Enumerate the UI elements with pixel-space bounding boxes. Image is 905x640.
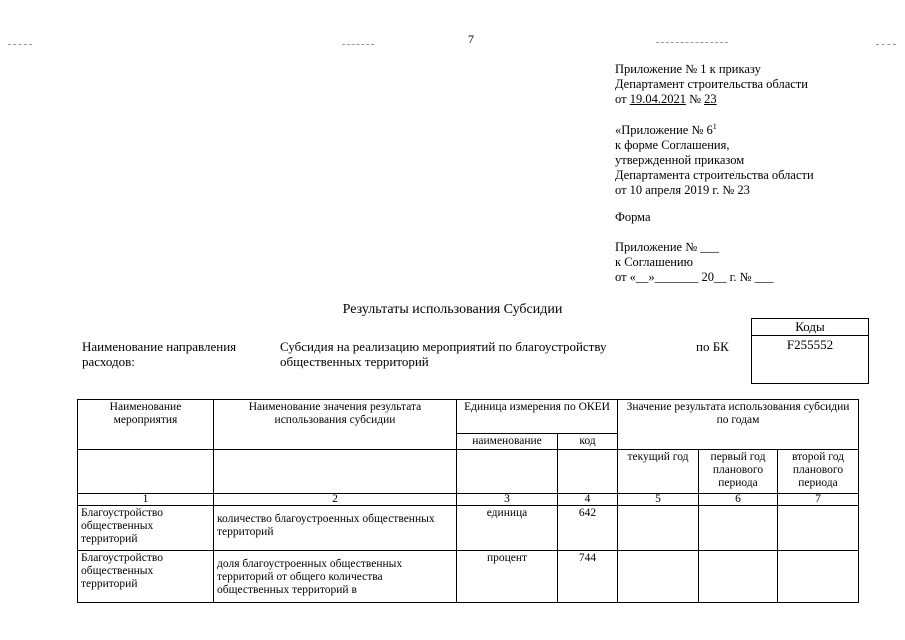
row-unit-name: процент <box>457 551 558 603</box>
appendix6-line-3: утвержденной приказом <box>615 153 745 168</box>
direction-label-line-1: Наименование направления <box>82 339 237 354</box>
page-number: 7 <box>468 32 474 46</box>
row-result-name: количество благоустроенных общественных территорий <box>214 506 457 551</box>
agreement-line-2: к Соглашению <box>615 255 693 269</box>
row-event: Благоустройство общественных территорий <box>78 551 214 603</box>
header-blank <box>78 450 214 494</box>
bk-label: по БК <box>696 339 729 354</box>
appendix-date: 19.04.2021 <box>629 92 686 106</box>
column-number: 5 <box>618 494 699 506</box>
row-second-plan-value <box>778 551 859 603</box>
header-current-year: текущий год <box>618 450 699 494</box>
row-event: Благоустройство общественных территорий <box>78 506 214 551</box>
column-number-row <box>78 494 859 506</box>
table-row <box>78 551 859 603</box>
appendix-line-2: Департамент строительства области <box>615 77 808 91</box>
header-blank <box>558 450 618 494</box>
codes-box <box>751 318 869 384</box>
appendix6-line-1 <box>615 119 814 138</box>
row-current-value <box>618 551 699 603</box>
agreement-line-3: от «__»_______ 20__ г. № ___ <box>615 270 774 284</box>
codes-value: F255552 <box>786 337 834 352</box>
agreement-line-1: Приложение № ___ <box>615 240 720 254</box>
column-number: 1 <box>78 494 214 506</box>
column-number: 7 <box>778 494 859 506</box>
appendix-number: 23 <box>704 92 717 106</box>
appendix6-title: «Приложение № 6 <box>615 123 713 138</box>
direction-value-line-2: общественных территорий <box>280 354 429 369</box>
header-value-by-year: Значение результата использования субсидии по годам <box>618 400 859 450</box>
header-unit: Единица измерения по ОКЕИ <box>457 400 618 434</box>
row-unit-name: единица <box>457 506 558 551</box>
header-first-plan-year: первый год планового периода <box>699 450 778 494</box>
direction-label <box>82 339 236 369</box>
appendix-6-block <box>615 119 814 198</box>
row-first-plan-value <box>699 506 778 551</box>
scan-mark <box>656 42 728 43</box>
agreement-block <box>615 240 773 285</box>
row-second-plan-value <box>778 506 859 551</box>
appendix-date-prefix: от <box>615 92 630 106</box>
scan-mark <box>876 44 896 45</box>
direction-value-line-1: Субсидия на реализацию мероприятий по благоустройству <box>280 339 607 354</box>
table-row <box>78 506 859 551</box>
appendix-order-block <box>615 62 808 107</box>
scan-mark <box>342 44 374 45</box>
direction-label-line-2: расходов: <box>82 354 135 369</box>
scan-mark <box>8 44 32 45</box>
appendix-number-prefix: № <box>685 92 705 106</box>
header-unit-code: код <box>558 434 618 450</box>
table-subheader-row-2 <box>78 450 859 494</box>
column-number: 2 <box>214 494 457 506</box>
appendix-line-3 <box>615 92 808 107</box>
appendix6-line-4: Департамента строительства области <box>615 168 814 183</box>
form-label: Форма <box>615 210 651 224</box>
appendix-line-1: Приложение № 1 к приказу <box>615 62 761 76</box>
header-result-name: Наименование значения результата использования субсидии <box>214 400 457 450</box>
appendix6-superscript: 1 <box>712 122 717 131</box>
column-number: 4 <box>558 494 618 506</box>
header-blank <box>214 450 457 494</box>
header-second-plan-year: второй год планового периода <box>778 450 859 494</box>
results-table <box>77 399 859 603</box>
column-number: 3 <box>457 494 558 506</box>
row-result-name: доля благоустроенных общественных территорий от общего количества общественных территорий в <box>214 551 457 603</box>
row-unit-code: 744 <box>558 551 618 603</box>
codes-header: Коды <box>752 319 868 336</box>
header-blank <box>457 450 558 494</box>
row-current-value <box>618 506 699 551</box>
header-event: Наименование мероприятия <box>78 400 214 450</box>
row-unit-code: 642 <box>558 506 618 551</box>
appendix6-line-5: от 10 апреля 2019 г. № 23 <box>615 183 750 198</box>
appendix6-line-2: к форме Соглашения, <box>615 138 730 153</box>
column-number: 6 <box>699 494 778 506</box>
direction-value <box>280 339 607 369</box>
table-header-row <box>78 400 859 434</box>
document-title: Результаты использования Субсидии <box>342 302 563 317</box>
header-unit-name: наименование <box>457 434 558 450</box>
row-first-plan-value <box>699 551 778 603</box>
